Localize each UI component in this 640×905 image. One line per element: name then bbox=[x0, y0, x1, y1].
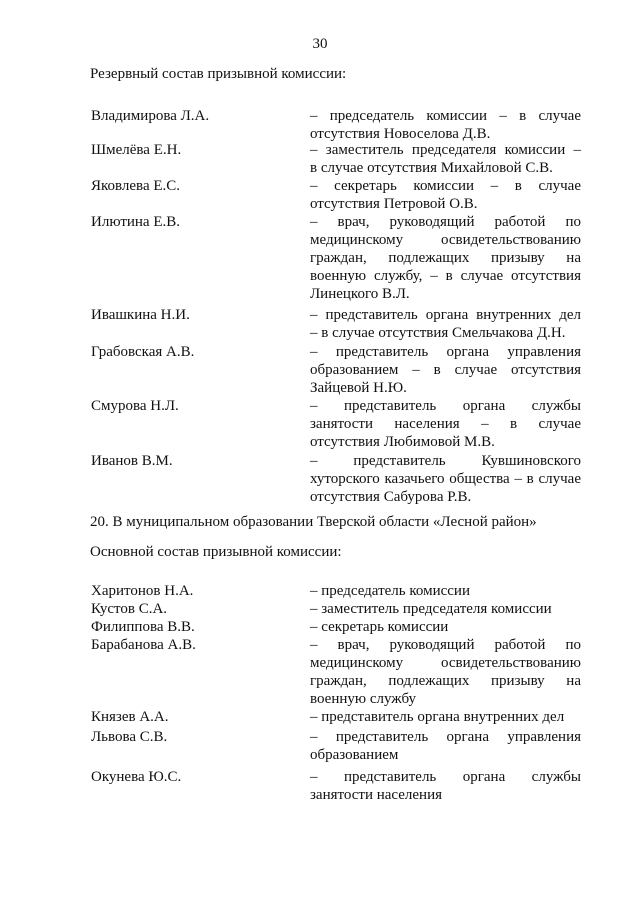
reserve-heading: Резервный состав призывной комиссии: bbox=[90, 66, 347, 82]
member-name: Иванов В.М. bbox=[91, 453, 173, 469]
member-name: Кустов С.А. bbox=[91, 601, 168, 617]
member-name: Князев А.А. bbox=[91, 709, 169, 725]
role-line: занятости населения – в случае bbox=[310, 416, 581, 432]
role-line: отсутствия Сабурова Р.В. bbox=[310, 489, 472, 505]
role-line: – представитель органа управления bbox=[310, 729, 581, 745]
list-item bbox=[0, 582, 640, 600]
role-line: – представитель органа внутренних дел bbox=[310, 709, 565, 725]
list-item bbox=[0, 452, 640, 506]
role-line: – председатель комиссии bbox=[310, 583, 470, 599]
list-item bbox=[0, 397, 640, 452]
role-line: образованием bbox=[310, 747, 399, 763]
role-line: Линецкого В.Л. bbox=[310, 286, 410, 302]
role-line: медицинскому освидетельствованию bbox=[310, 232, 581, 248]
role-line: – представитель Кувшиновского bbox=[310, 453, 581, 469]
member-name: Харитонов Н.А. bbox=[91, 583, 194, 599]
member-name: Филиппова В.В. bbox=[91, 619, 195, 635]
member-name: Грабовская А.В. bbox=[91, 344, 195, 360]
member-role bbox=[310, 600, 581, 618]
role-line: в случае отсутствия Михайловой С.В. bbox=[310, 160, 553, 176]
role-line: – врач, руководящий работой по bbox=[310, 214, 581, 230]
list-item bbox=[0, 177, 640, 213]
member-name: Смурова Н.Л. bbox=[91, 398, 179, 414]
list-item bbox=[0, 306, 640, 343]
list-item bbox=[0, 768, 640, 804]
member-name: Окунева Ю.С. bbox=[91, 769, 182, 785]
member-name: Ивашкина Н.И. bbox=[91, 307, 190, 323]
member-name: Яковлева Е.С. bbox=[91, 178, 181, 194]
role-line: образованием – в случае отсутствия bbox=[310, 362, 581, 378]
role-line: – в случае отсутствия Смельчакова Д.Н. bbox=[310, 325, 566, 341]
member-name: Барабанова А.В. bbox=[91, 637, 196, 653]
role-line: – врач, руководящий работой по bbox=[310, 637, 581, 653]
role-line: Зайцевой Н.Ю. bbox=[310, 380, 407, 396]
page-number: 30 bbox=[312, 36, 328, 52]
member-role bbox=[310, 728, 581, 764]
role-line: – секретарь комиссии bbox=[310, 619, 449, 635]
member-role bbox=[310, 306, 581, 342]
role-line: отсутствия Петровой О.В. bbox=[310, 196, 478, 212]
list-item bbox=[0, 618, 640, 636]
section-title: 20. В муниципальном образовании Тверской области «Лесной район» bbox=[90, 514, 537, 530]
member-role bbox=[310, 107, 581, 143]
member-role bbox=[310, 397, 581, 451]
role-line: отсутствия Новоселова Д.В. bbox=[310, 126, 491, 142]
role-line: граждан, подлежащих призыву на bbox=[310, 250, 581, 266]
member-role bbox=[310, 618, 581, 636]
member-name: Шмелёва Е.Н. bbox=[91, 142, 182, 158]
list-item bbox=[0, 213, 640, 306]
reserve-list bbox=[0, 107, 640, 506]
role-line: – представитель органа внутренних дел bbox=[310, 307, 581, 323]
member-name: Владимирова Л.А. bbox=[91, 108, 210, 124]
role-line: занятости населения bbox=[310, 787, 443, 803]
role-line: медицинскому освидетельствованию bbox=[310, 655, 581, 671]
member-role bbox=[310, 452, 581, 506]
role-line: – представитель органа службы bbox=[310, 769, 581, 785]
role-line: – заместитель председателя комиссии – bbox=[310, 142, 581, 158]
list-item bbox=[0, 708, 640, 728]
role-line: военную службу, – в случае отсутствия bbox=[310, 268, 581, 284]
member-role bbox=[310, 768, 581, 804]
member-name: Львова С.В. bbox=[91, 729, 168, 745]
member-role bbox=[310, 636, 581, 708]
list-item bbox=[0, 107, 640, 141]
member-name: Илютина Е.В. bbox=[91, 214, 181, 230]
main-list bbox=[0, 582, 640, 804]
member-role bbox=[310, 708, 581, 726]
member-role bbox=[310, 141, 581, 177]
list-item bbox=[0, 636, 640, 708]
member-role bbox=[310, 343, 581, 397]
role-line: отсутствия Любимовой М.В. bbox=[310, 434, 495, 450]
role-line: – представитель органа управления bbox=[310, 344, 581, 360]
member-role bbox=[310, 177, 581, 213]
main-heading: Основной состав призывной комиссии: bbox=[90, 544, 342, 560]
list-item bbox=[0, 343, 640, 397]
role-line: хуторского казачьего общества – в случае bbox=[310, 471, 581, 487]
role-line: – представитель органа службы bbox=[310, 398, 581, 414]
role-line: граждан, подлежащих призыву на bbox=[310, 673, 581, 689]
list-item bbox=[0, 141, 640, 177]
role-line: – заместитель председателя комиссии bbox=[310, 601, 552, 617]
role-line: – секретарь комиссии – в случае bbox=[310, 178, 581, 194]
member-role bbox=[310, 582, 581, 600]
list-item bbox=[0, 600, 640, 618]
list-item bbox=[0, 728, 640, 768]
member-role bbox=[310, 213, 581, 303]
role-line: – председатель комиссии – в случае bbox=[310, 108, 581, 124]
role-line: военную службу bbox=[310, 691, 417, 707]
